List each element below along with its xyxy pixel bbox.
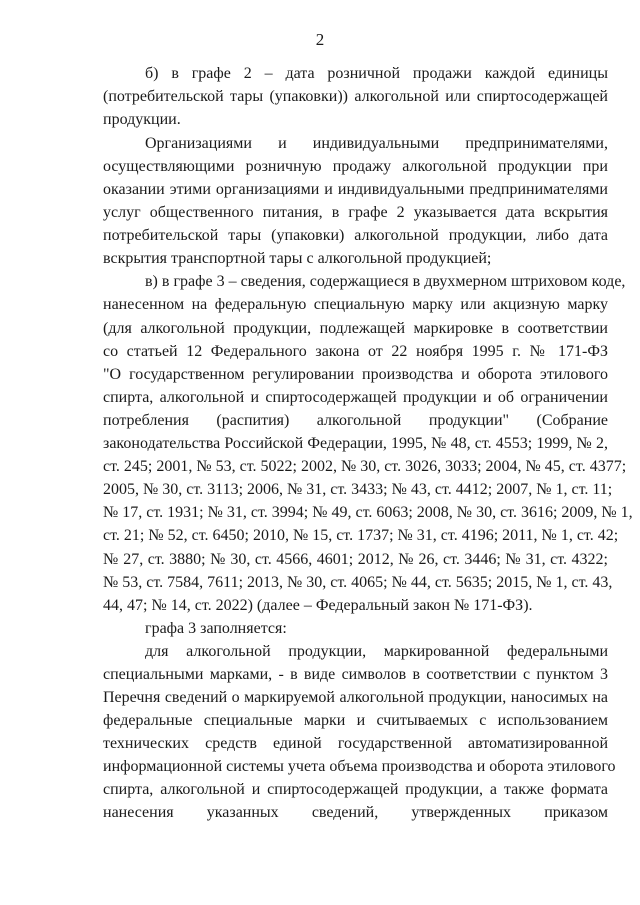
- text-line: информационной системы учета объема производства и оборота этилового: [103, 758, 616, 775]
- text-line: б) в графе 2 – дата розничной продажи каждой единицы: [145, 65, 608, 82]
- text-line: № 27, ст. 3880; № 30, ст. 4566, 4601; 2012, № 26, ст. 3446; № 31, ст. 4322;: [103, 551, 608, 568]
- text-line: осуществляющими розничную продажу алкогольной продукции при: [103, 158, 608, 175]
- text-line: (потребительской тары (упаковки)) алкогольной или спиртосодержащей: [103, 88, 608, 105]
- text-line: федеральные специальные марки и считываемых с использованием: [103, 712, 608, 729]
- text-line: в) в графе 3 – сведения, содержащиеся в двухмерном штриховом коде,: [145, 273, 626, 290]
- text-line: законодательства Российской Федерации, 1995, № 48, ст. 4553; 1999, № 2,: [103, 435, 608, 452]
- text-line: № 17, ст. 1931; № 31, ст. 3994; № 49, ст. 6063; 2008, № 30, ст. 3616; 2009, № 1,: [103, 504, 633, 521]
- text-line: спирта, алкогольной и спиртосодержащей продукции и об ограничении: [103, 389, 608, 406]
- text-line: оказании этими организациями и индивидуальными предпринимателями: [103, 181, 608, 198]
- text-line: продукции.: [103, 111, 181, 128]
- text-line: (для алкогольной продукции, подлежащей маркировке в соответствии: [103, 320, 608, 337]
- text-line: со статьей 12 Федерального закона от 22 ноября 1995 г. № 171-ФЗ: [103, 343, 608, 360]
- text-line: нанесения указанных сведений, утвержденных приказом: [103, 804, 608, 821]
- text-line: технических средств единой государственной автоматизированной: [103, 735, 608, 752]
- text-line: 2005, № 30, ст. 3113; 2006, № 31, ст. 3433; № 43, ст. 4412; 2007, № 1, ст. 11;: [103, 481, 613, 498]
- text-line: 44, 47; № 14, ст. 2022) (далее – Федеральный закон № 171-ФЗ).: [103, 597, 533, 614]
- text-line: услуг общественного питания, в графе 2 указывается дата вскрытия: [103, 204, 608, 221]
- text-line: спирта, алкогольной и спиртосодержащей продукции, а также формата: [103, 781, 608, 798]
- text-line: Перечня сведений о маркируемой алкогольной продукции, наносимых на: [103, 689, 608, 706]
- text-line: вскрытия транспортной тары с алкогольной продукцией;: [103, 250, 492, 267]
- text-line: для алкогольной продукции, маркированной федеральными: [145, 643, 608, 660]
- text-line: специальными марками, - в виде символов в соответствии с пунктом 3: [103, 666, 608, 683]
- text-line: графа 3 заполняется:: [145, 620, 287, 637]
- text-line: потребительской тары (упаковки) алкогольной продукции, либо дата: [103, 227, 608, 244]
- text-line: потребления (распития) алкогольной продукции" (Собрание: [103, 412, 608, 429]
- text-line: № 53, ст. 7584, 7611; 2013, № 30, ст. 4065; № 44, ст. 5635; 2015, № 1, ст. 43,: [103, 574, 613, 591]
- text-line: ст. 21; № 52, ст. 6450; 2010, № 15, ст. 1737; № 31, ст. 4196; 2011, № 1, ст. 42;: [103, 527, 619, 544]
- text-line: нанесенном на федеральную специальную марку или акцизную марку: [103, 296, 608, 313]
- text-line: "О государственном регулировании производства и оборота этилового: [103, 366, 608, 383]
- page-number: 2: [315, 30, 325, 49]
- text-line: ст. 245; 2001, № 53, ст. 5022; 2002, № 30, ст. 3026, 3033; 2004, № 45, ст. 4377;: [103, 458, 627, 475]
- text-line: Организациями и индивидуальными предпринимателями,: [145, 135, 608, 152]
